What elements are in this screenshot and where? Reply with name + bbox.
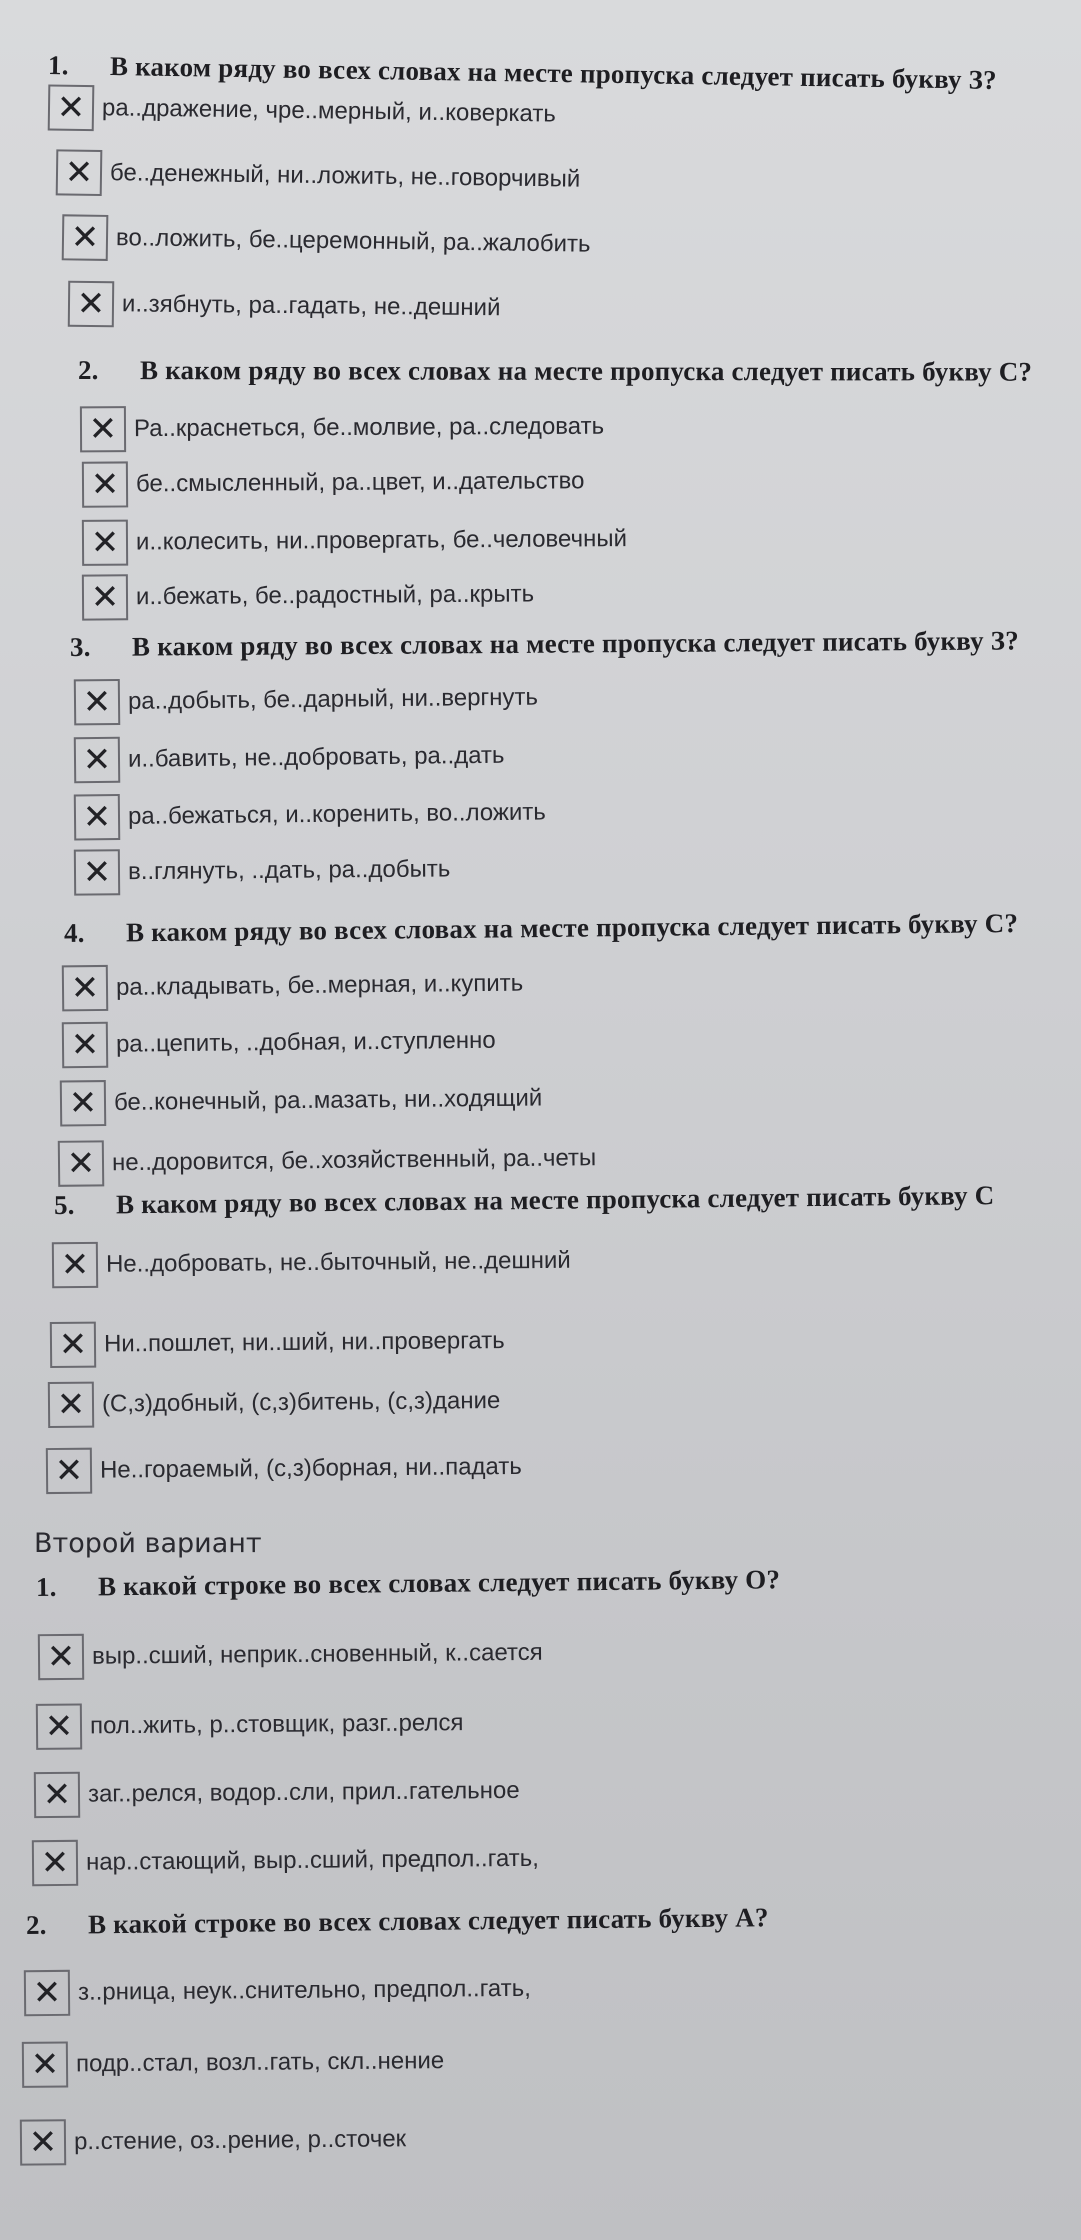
option-text: выр..сший, неприк..сновенный, к..сается	[91, 1638, 543, 1670]
option-1-1-a[interactable]	[48, 84, 556, 137]
option-text: не..доровится, бе..хозяйственный, ра..четы	[111, 1144, 597, 1177]
option-1-5-c[interactable]	[48, 1378, 501, 1428]
question-text: В каком ряду во всех словах на месте пропуска следует писать букву С	[115, 1180, 995, 1220]
checkbox-x-icon[interactable]: ✕	[34, 1772, 80, 1818]
option-2-2-a[interactable]	[24, 1966, 531, 2016]
option-2-2-c[interactable]	[20, 2116, 407, 2165]
option-2-1-d[interactable]	[32, 1836, 539, 1886]
checkbox-x-icon[interactable]: ✕	[48, 1382, 94, 1428]
option-1-3-c[interactable]	[74, 790, 546, 841]
option-1-1-d[interactable]	[68, 281, 501, 332]
option-text: ра..кладывать, бе..мерная, и..купить	[115, 969, 524, 1001]
question-text: В каком ряду во всех словах на месте пропуска следует писать букву З?	[131, 625, 1019, 662]
option-1-3-d[interactable]	[74, 846, 451, 895]
checkbox-x-icon[interactable]: ✕	[68, 281, 114, 327]
option-text: ра..цепить, ..добная, и..ступленно	[115, 1026, 496, 1058]
option-2-2-b[interactable]	[22, 2038, 445, 2088]
checkbox-x-icon[interactable]: ✕	[82, 574, 128, 620]
checkbox-x-icon[interactable]: ✕	[82, 461, 128, 507]
question-text: В каком ряду во всех словах на месте пропуска следует писать букву С?	[139, 355, 1033, 387]
checkbox-x-icon[interactable]: ✕	[58, 1140, 104, 1186]
checkbox-x-icon[interactable]: ✕	[24, 1970, 70, 2016]
question-text: В какой строке во всех словах следует писать букву А?	[87, 1902, 769, 1940]
question-text: В каком ряду во всех словах на месте пропуска следует писать букву З?	[109, 50, 998, 95]
option-1-4-a[interactable]	[62, 961, 524, 1012]
option-text: Ни..пошлет, ни..ший, ни..провергать	[103, 1327, 505, 1358]
option-text: бе..смысленный, ра..цвет, и..дательство	[135, 467, 585, 498]
option-1-3-a[interactable]	[74, 675, 538, 726]
option-1-2-d[interactable]	[82, 571, 534, 620]
option-text: и..бавить, не..добровать, ра..дать	[127, 741, 505, 773]
option-text: подр..стал, возл..гать, скл..нение	[75, 2047, 445, 2078]
option-text: р..стение, оз..рение, р..сточек	[73, 2125, 407, 2156]
option-1-1-b[interactable]	[56, 149, 581, 202]
checkbox-x-icon[interactable]: ✕	[62, 214, 109, 261]
option-1-5-a[interactable]	[52, 1238, 571, 1289]
checkbox-x-icon[interactable]: ✕	[74, 679, 120, 725]
option-text: Ра..краснеться, бе..молвие, ра..следовать	[133, 412, 605, 443]
checkbox-x-icon[interactable]: ✕	[82, 520, 128, 566]
option-text: бе..денежный, ни..ложить, не..говорчивый	[109, 159, 581, 193]
option-text: заг..релся, водор..сли, прил..гательное	[87, 1776, 520, 1808]
option-text: Не..гораемый, (с,з)борная, ни..падать	[99, 1452, 522, 1484]
question-text: В какой строке во всех словах следует писать букву О?	[97, 1564, 781, 1602]
option-1-3-b[interactable]	[74, 733, 505, 784]
option-1-4-b[interactable]	[62, 1018, 496, 1069]
option-text: пол..жить, р..стовщик, разг..релся	[89, 1709, 464, 1740]
option-text: ра..дражение, чре..мерный, и..коверкать	[101, 94, 557, 128]
question-number: 5.	[53, 1189, 75, 1220]
question-number: 4.	[63, 917, 85, 948]
option-text: и..бежать, бе..радостный, ра..крыть	[135, 580, 535, 611]
option-1-2-a[interactable]	[80, 404, 604, 453]
option-1-4-c[interactable]	[60, 1075, 543, 1126]
option-text: з..рница, неук..снительно, предпол..гать,	[77, 1974, 531, 2006]
option-2-1-c[interactable]	[34, 1768, 520, 1818]
checkbox-x-icon[interactable]: ✕	[60, 1080, 106, 1126]
question-text: В каком ряду во всех словах на месте пропуска следует писать букву С?	[125, 908, 1019, 948]
question-1-4	[64, 908, 1018, 949]
option-text: нар..стающий, выр..сший, предпол..гать,	[85, 1844, 539, 1876]
option-text: во..ложить, бе..церемонный, ра..жалобить	[115, 224, 591, 258]
option-text: и..зябнуть, ра..гадать, не..дешний	[121, 290, 501, 322]
checkbox-x-icon[interactable]: ✕	[62, 1022, 108, 1068]
option-text: бе..конечный, ра..мазать, ни..ходящий	[113, 1084, 543, 1116]
option-text: ра..добыть, бе..дарный, ни..вергнуть	[127, 683, 539, 715]
question-1-3	[70, 625, 1019, 663]
option-1-2-b[interactable]	[82, 458, 585, 508]
option-1-5-b[interactable]	[50, 1318, 505, 1368]
checkbox-x-icon[interactable]: ✕	[74, 737, 120, 783]
checkbox-x-icon[interactable]: ✕	[74, 794, 120, 840]
question-2-1	[36, 1564, 780, 1603]
checkbox-x-icon[interactable]: ✕	[56, 149, 103, 196]
option-1-2-c[interactable]	[82, 516, 627, 566]
question-number: 1.	[47, 50, 69, 81]
question-number: 1.	[35, 1571, 57, 1602]
checkbox-x-icon[interactable]: ✕	[46, 1448, 92, 1494]
option-2-1-a[interactable]	[38, 1630, 543, 1680]
question-number: 3.	[69, 631, 91, 662]
checkbox-x-icon[interactable]: ✕	[38, 1634, 84, 1680]
checkbox-x-icon[interactable]: ✕	[36, 1703, 82, 1749]
option-text: Не..добровать, не..быточный, не..дешний	[105, 1246, 571, 1278]
checkbox-x-icon[interactable]: ✕	[32, 1840, 78, 1886]
checkbox-x-icon[interactable]: ✕	[52, 1242, 98, 1288]
question-2-2	[26, 1902, 769, 1941]
checkbox-x-icon[interactable]: ✕	[48, 84, 95, 131]
checkbox-x-icon[interactable]: ✕	[80, 406, 126, 452]
question-number: 2.	[25, 1909, 47, 1940]
checkbox-x-icon[interactable]: ✕	[50, 1322, 96, 1368]
option-text: и..колесить, ни..провергать, бе..человечный	[135, 525, 628, 556]
option-text: ра..бежаться, и..коренить, во..ложить	[127, 798, 546, 830]
option-text: (С,з)добный, (с,з)битень, (с,з)дание	[101, 1387, 501, 1418]
option-1-5-d[interactable]	[46, 1444, 522, 1494]
variant-2-heading: Второй вариант	[34, 1528, 262, 1559]
option-text: в..глянуть, ..дать, ра..добыть	[127, 855, 451, 886]
question-number: 2.	[77, 355, 99, 386]
checkbox-x-icon[interactable]: ✕	[22, 2041, 68, 2087]
option-2-1-b[interactable]	[36, 1700, 464, 1750]
checkbox-x-icon[interactable]: ✕	[20, 2119, 66, 2165]
checkbox-x-icon[interactable]: ✕	[62, 965, 108, 1011]
question-1-5	[54, 1180, 995, 1221]
option-1-4-d[interactable]	[58, 1135, 597, 1187]
option-1-1-c[interactable]	[62, 214, 591, 267]
checkbox-x-icon[interactable]: ✕	[74, 849, 120, 895]
question-1-2	[78, 355, 1032, 388]
